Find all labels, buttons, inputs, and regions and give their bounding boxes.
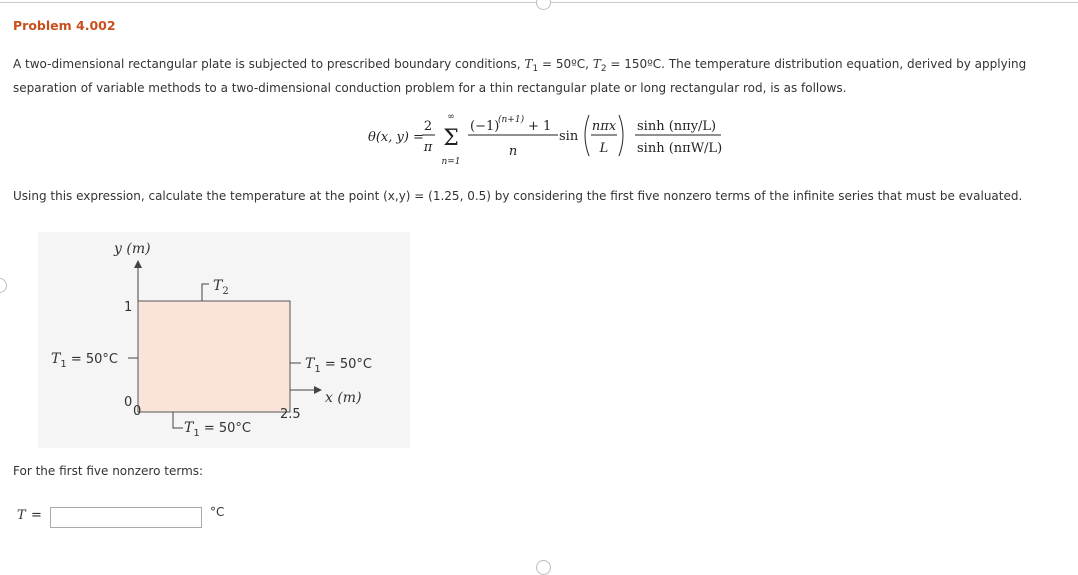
eq-infinity: ∞	[447, 112, 455, 122]
eq-sin: sin	[559, 129, 579, 144]
eq-two: 2	[423, 119, 433, 134]
eq-lhs: θ(x, y) =	[368, 130, 424, 145]
frame-handle-left	[0, 278, 7, 293]
temperature-equation	[360, 106, 740, 168]
answer-unit: °C	[210, 505, 225, 519]
eq-numerator: (−1)	[470, 119, 500, 134]
t2-symbol: T	[592, 57, 601, 71]
answer-equals: =	[31, 508, 42, 523]
plate-diagram	[38, 232, 410, 448]
eq-exponent: (n+1)	[498, 115, 525, 125]
left-boundary-label: $T_1 = 50^\circ C$	[51, 351, 118, 370]
t2-value-and-description: = 150ºC. The temperature distribution equation, derived by applying separation of variable methods to a two-dimensional conduction problem for a thin rectangular plate or long rectangular rod, is as follows.	[13, 57, 1027, 95]
x-tick-two-point-five: 2.5	[280, 407, 301, 422]
origin-x-zero: 0	[133, 404, 142, 419]
plate-rectangle	[138, 301, 290, 412]
origin-y-zero: 0	[124, 395, 133, 410]
eq-right-paren	[619, 115, 623, 156]
eq-sinh-den: sinh (nπW/L)	[637, 141, 723, 156]
eq-npix: nπx	[591, 119, 617, 134]
problem-title: Problem 4.002	[13, 18, 116, 33]
t1-subscript: 1	[532, 64, 539, 74]
intro-text: A two-dimensional rectangular plate is subjected to prescribed boundary conditions,	[13, 57, 525, 71]
frame-handle-top	[536, 0, 551, 10]
y-axis-label: y (m)	[114, 241, 151, 257]
right-boundary-label: $T_1 = 50^\circ C$	[305, 356, 372, 375]
x-axis-label: x (m)	[325, 390, 362, 406]
eq-pi: π	[423, 140, 433, 155]
eq-n-eq-1: n=1	[441, 157, 461, 167]
t1-value: = 50ºC,	[538, 57, 593, 71]
eq-sinh-num: sinh (nπy/L)	[637, 119, 717, 134]
eq-sigma: Σ	[443, 126, 459, 151]
answer-variable: T	[17, 508, 26, 523]
eq-left-paren	[585, 115, 589, 156]
y-tick-one: 1	[124, 300, 133, 315]
temperature-answer-input[interactable]	[50, 507, 202, 528]
bottom-boundary-label: $T_1 = 50^\circ C$	[184, 420, 251, 439]
answer-prompt: For the first five nonzero terms:	[13, 464, 204, 478]
problem-statement	[13, 55, 1075, 98]
eq-L: L	[599, 141, 609, 156]
question-text: Using this expression, calculate the temperature at the point (x,y) = (1.25, 0.5) by considering the first five nonzero terms of the infinite series that must be evaluated.	[13, 189, 1023, 203]
eq-plus-one: + 1	[528, 119, 552, 134]
top-boundary-label: $T_2$	[213, 278, 229, 297]
eq-n: n	[508, 144, 518, 159]
t1-symbol: T	[524, 57, 533, 71]
t2-subscript: 2	[600, 64, 607, 74]
